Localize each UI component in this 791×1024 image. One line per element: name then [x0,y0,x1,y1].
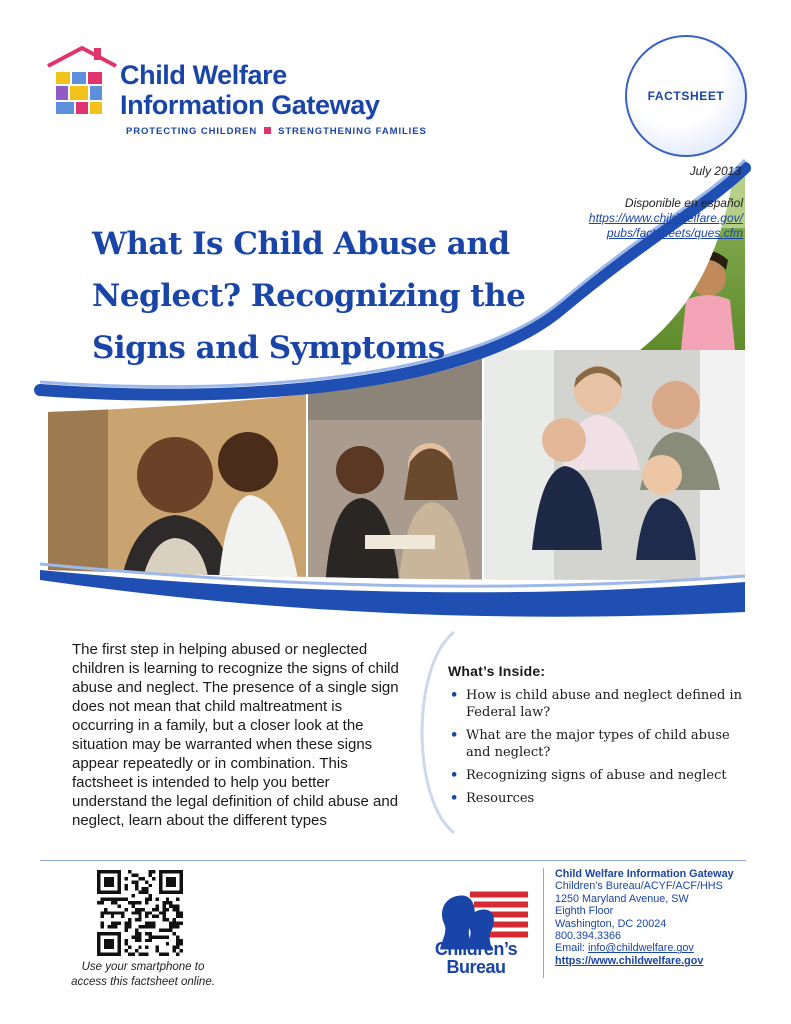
factsheet-label: FACTSHEET [647,89,725,103]
tagline-separator [264,127,271,134]
spanish-link-line1[interactable]: https://www.childwelfare.gov/ [588,211,743,225]
qr-code-icon[interactable] [97,870,183,956]
contact-phone: 800.394.3366 [555,930,622,943]
whats-inside-heading: What’s Inside: [448,663,546,679]
footer-divider [40,860,746,861]
list-item[interactable] [448,767,748,784]
qr-caption-line2: access this factsheet online. [71,976,215,988]
website-link[interactable]: https://www.childwelfare.gov [555,954,704,967]
cb-name-line2: Bureau [446,957,506,977]
cb-name-line1: Children’s [434,939,518,959]
logo-title-line2: Information Gateway [120,90,380,120]
footer-vertical-divider [543,868,544,978]
contact-block [555,868,734,967]
tagline-left: PROTECTING CHILDREN [126,126,258,137]
contact-line3: Eighth Floor [555,905,614,918]
list-item-text: Recognizing signs of abuse and neglect [466,768,727,783]
list-item-text: Resources [466,791,535,806]
whats-inside-box [448,663,748,813]
logo-tagline [126,126,427,137]
house-logo-icon [46,44,118,120]
list-item[interactable] [448,727,748,761]
contact-line1: Children’s Bureau/ACYF/ACF/HHS [555,880,723,893]
contact-line4: Washington, DC 20024 [555,917,667,930]
gateway-logo [46,44,427,140]
list-item-text: What are the major types of child abuse and neglect? [466,728,730,760]
qr-caption-line1: Use your smartphone to [81,961,205,973]
bullet-icon: • [450,768,459,783]
bullet-icon: • [450,728,459,743]
factsheet-badge [625,35,747,157]
list-item[interactable] [448,790,748,807]
contact-email-row [555,942,734,954]
spanish-label: Disponible en español [624,196,743,210]
list-item-text: How is child abuse and neglect defined in Federal law? [466,688,742,720]
spanish-link-line2[interactable]: pubs/factsheets/ques.cfm [606,226,743,240]
bullet-icon: • [450,688,459,703]
contact-line2: 1250 Maryland Avenue, SW [555,892,689,905]
logo-title-line1: Child Welfare [120,60,287,90]
intro-paragraph: The first step in helping abused or neglected children is learning to recognize the signs of child abuse and neglect. The presence of a single sign does not mean that child maltreatment is occurring in a family, but a closer look at the situation may be warranted when these signs appear repeatedly or in combination. This factsheet is intended to help you better understand the legal definition of child abuse and neglect, learn about the different types [72,641,399,829]
contact-org-name: Child Welfare Information Gateway [555,868,734,880]
publication-date: July 2013 [689,164,741,178]
list-item[interactable] [448,687,748,721]
childrens-bureau-name [426,940,526,976]
qr-caption [48,960,238,990]
photo-family-on-porch [484,350,746,590]
tagline-right: STRENGTHENING FAMILIES [278,126,427,137]
email-label: Email: [555,942,588,955]
bullet-icon: • [450,791,459,806]
whats-inside-list [448,687,748,807]
page-title: What Is Child Abuse and Neglect? Recognizing the Signs and Symptoms [92,226,526,366]
spanish-availability [589,196,743,241]
email-link[interactable]: info@childwelfare.gov [588,942,694,955]
